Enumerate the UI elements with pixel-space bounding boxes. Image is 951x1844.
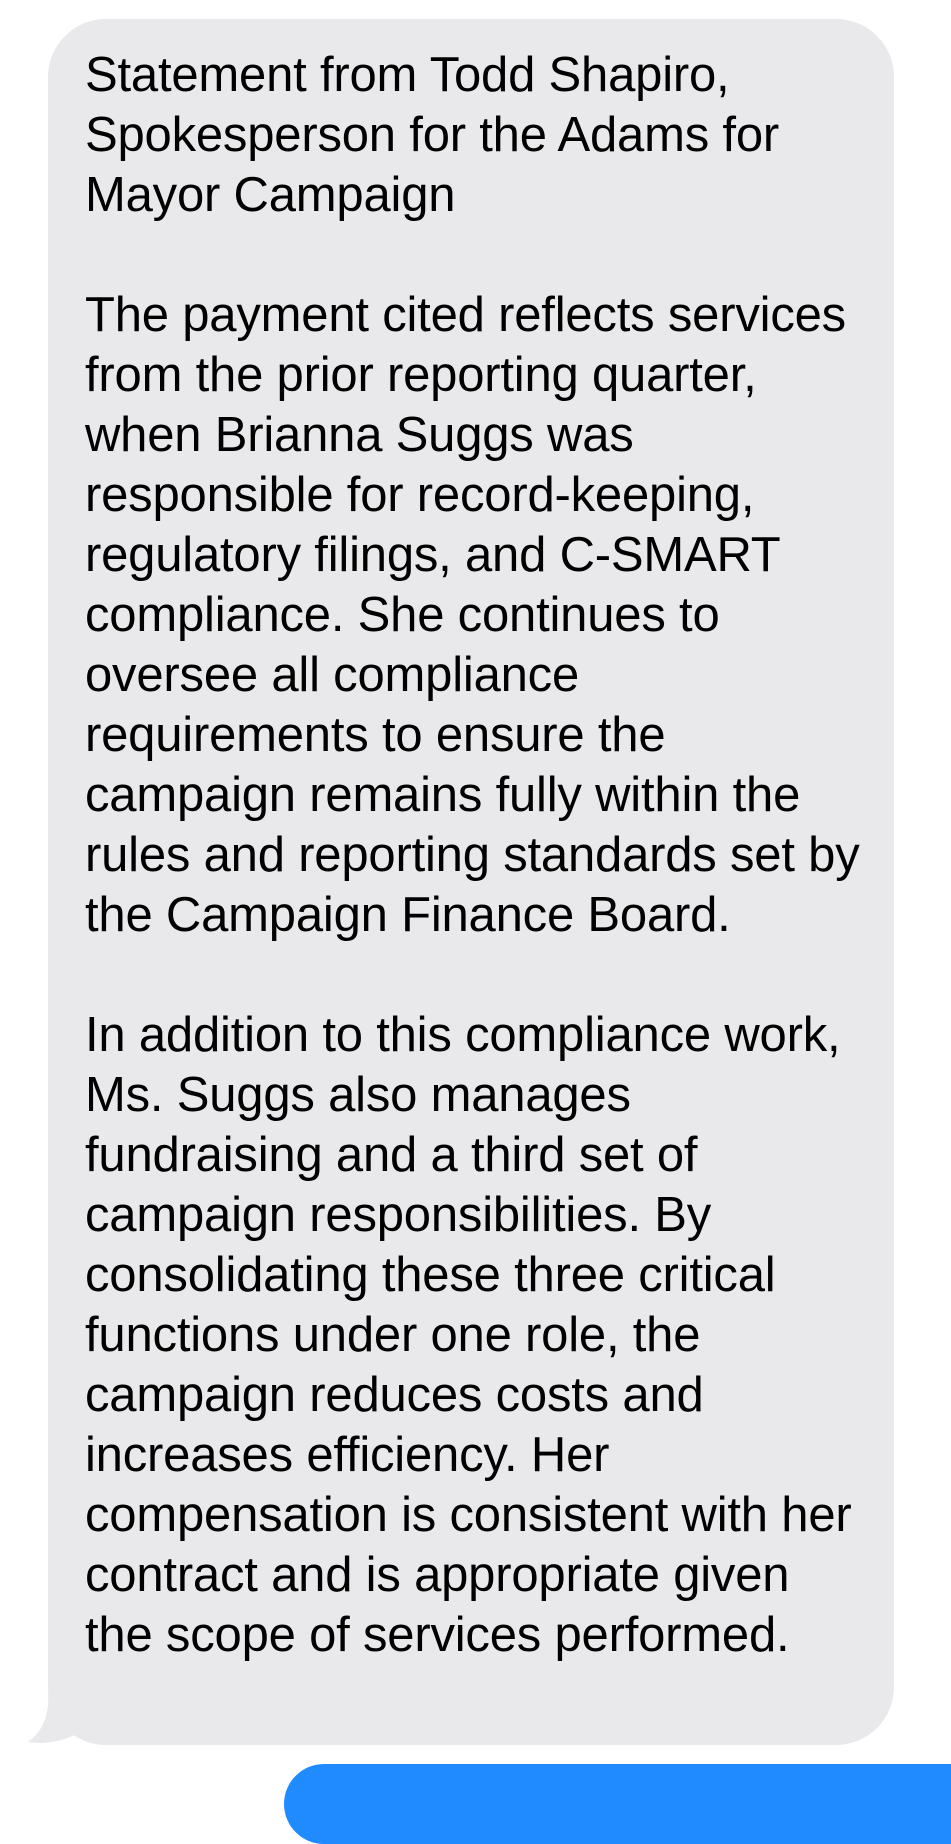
message-paragraph-payment: The payment cited reflects services from the prior reporting quarter, when Brianna Suggs was responsible for record-keeping, regulatory filings, and C-SMART compliance. She continues to oversee all compliance requirements to ensure the campaign remains fully within the rules and reporting standards set by the Campaign Finance Board. xyxy=(85,288,860,942)
incoming-message-bubble[interactable] xyxy=(48,19,894,1745)
message-paragraph-responsibilities: In addition to this compliance work, Ms. Suggs also manages fundraising and a third set of campaign responsibilities. By consolidating these three critical functions under one role, the campaign reduces costs and increases efficiency. Her compensation is consistent with her contract and is appropriate given the scope of services performed. xyxy=(85,1008,852,1662)
message-paragraph-statement-title: Statement from Todd Shapiro, Spokesperson for the Adams for Mayor Campaign xyxy=(85,48,779,222)
outgoing-message-bubble[interactable] xyxy=(284,1764,951,1844)
